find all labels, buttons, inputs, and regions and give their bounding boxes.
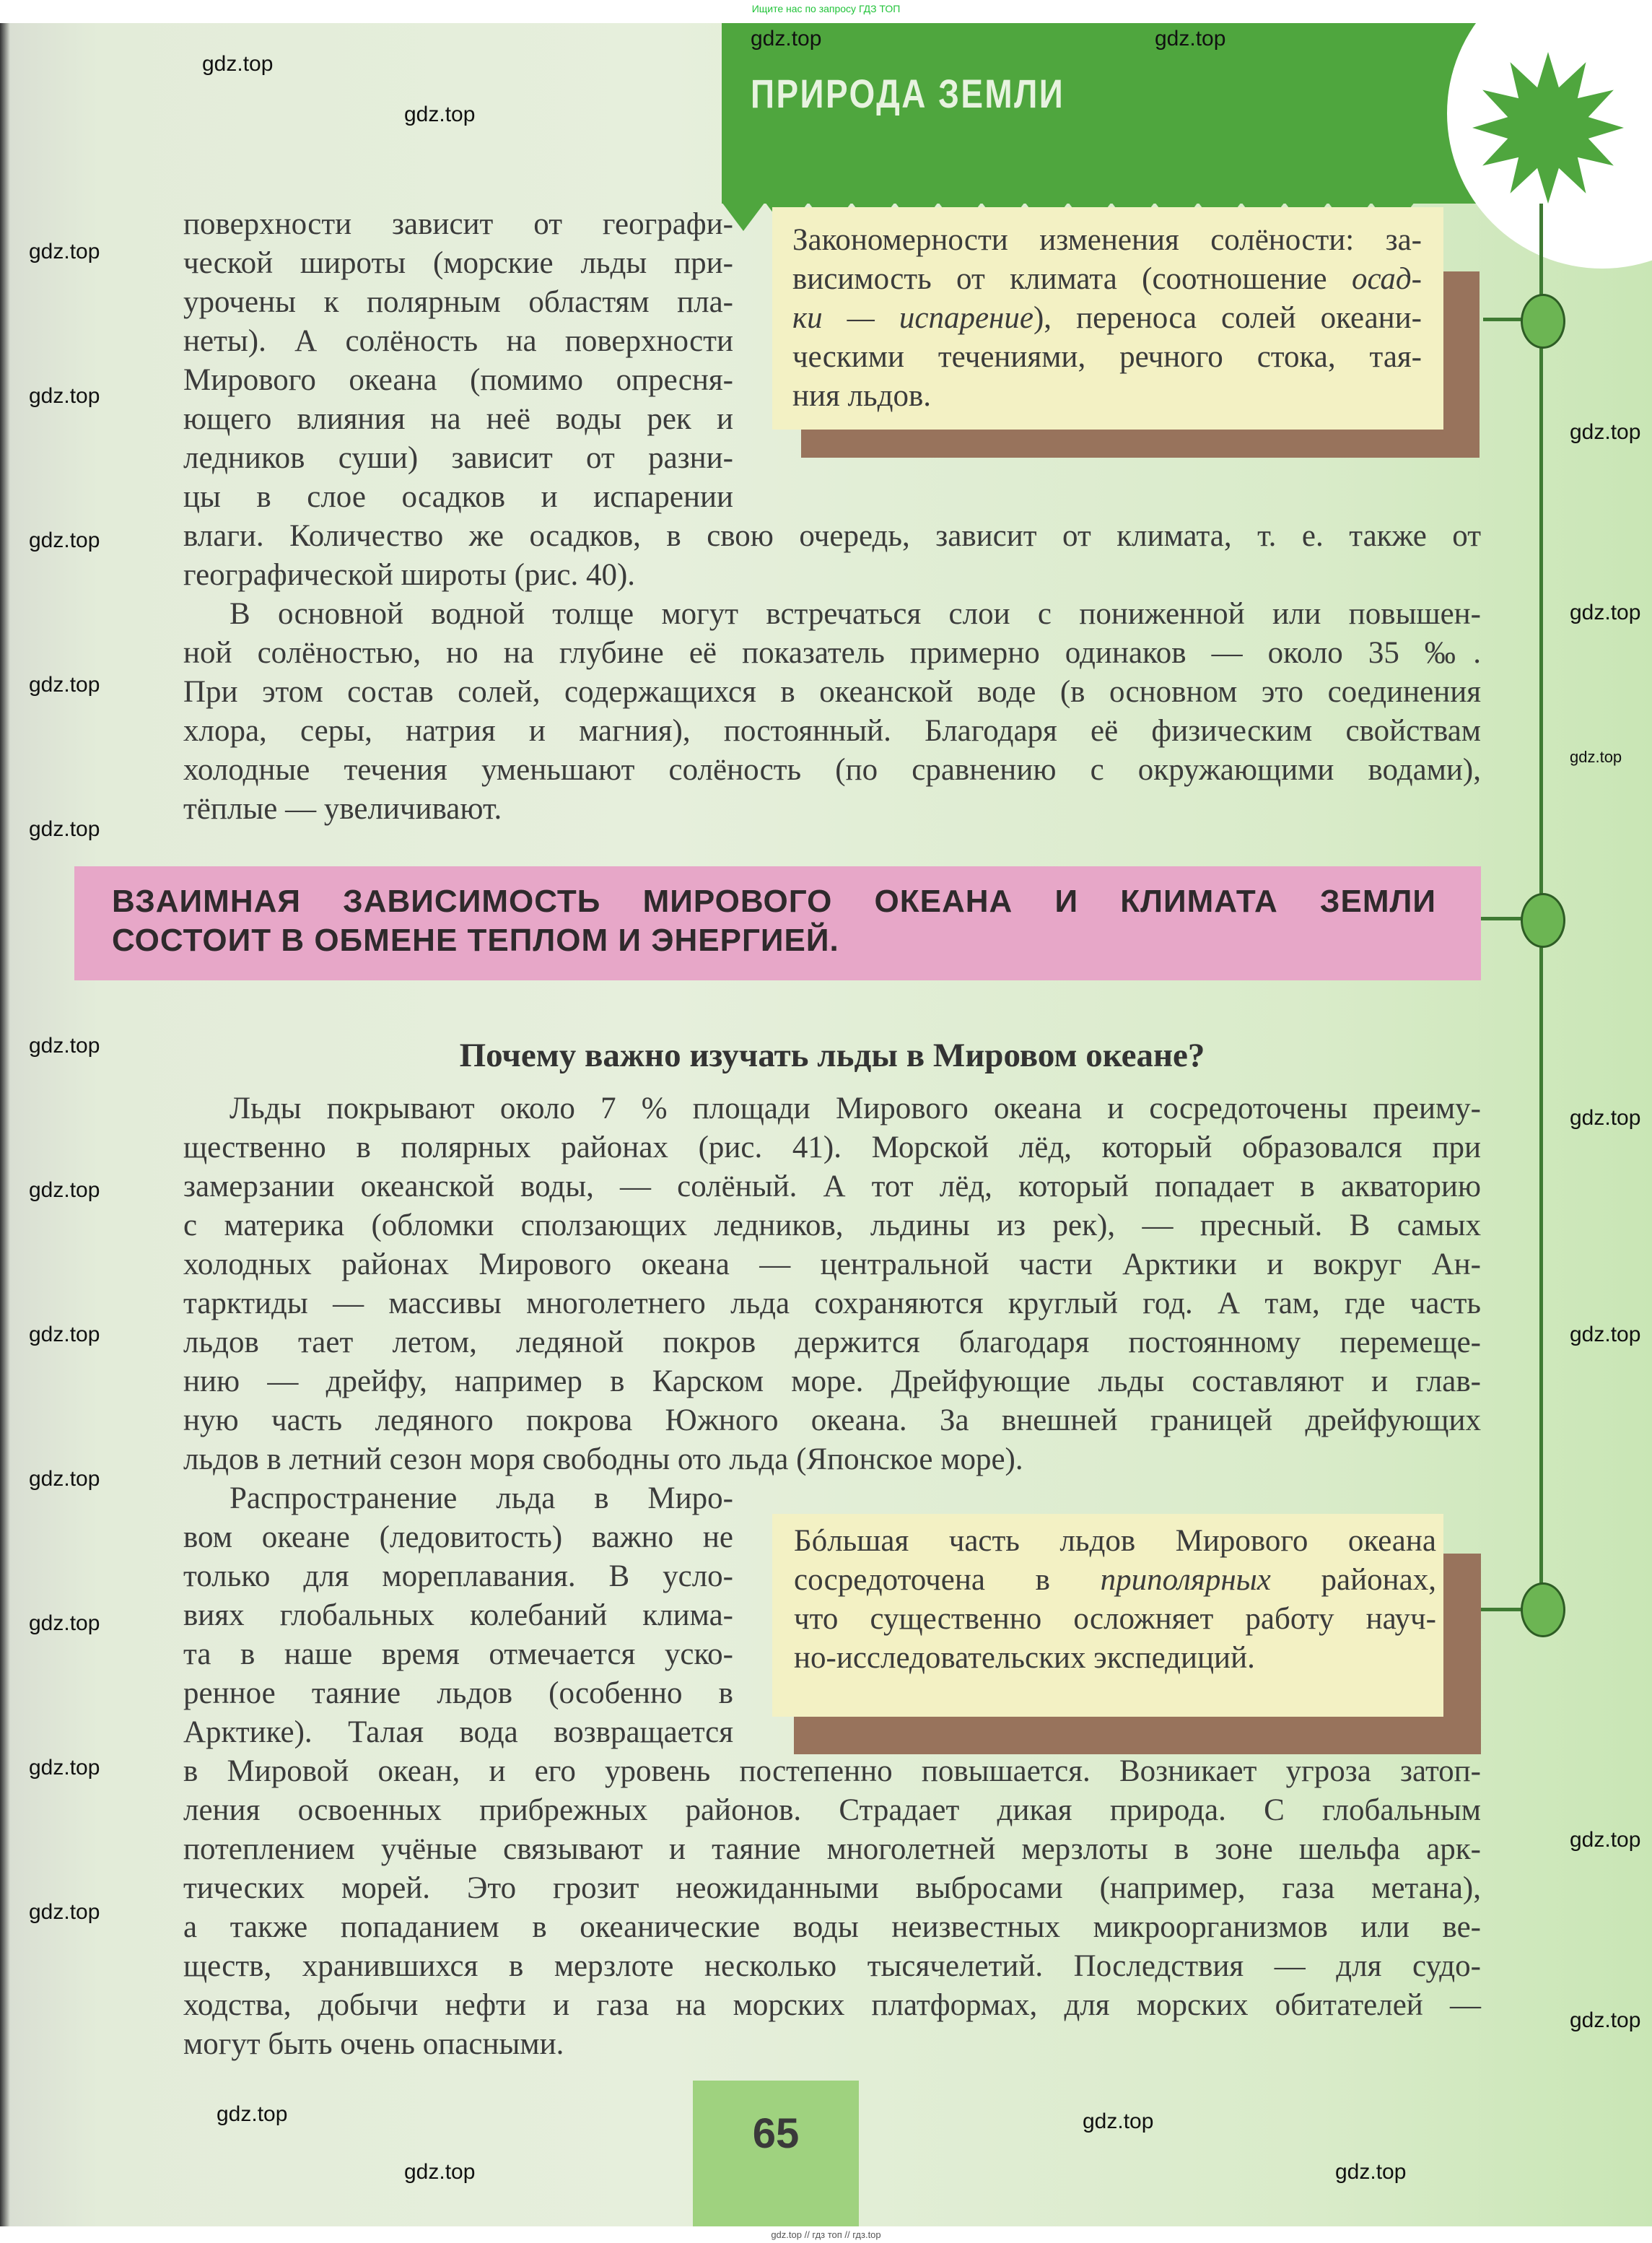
watermark-text: gdz.top [29, 1756, 100, 1780]
footer-note: gdz.top // гдз топ // гдз.top [771, 2229, 881, 2240]
watermark-text: gdz.top [1570, 1828, 1641, 1852]
text-line [792, 260, 1422, 299]
text-segment: сосредоточена в [794, 1563, 1101, 1597]
watermark-text: gdz.top [29, 673, 100, 697]
text-line: нию — дрейфу, например в Карском море. Дрейфующие льды составляют и глав- [183, 1364, 1481, 1398]
text-line: поверхности зависит от географи- [183, 207, 733, 241]
watermark-text: gdz.top [217, 2102, 288, 2126]
key-idea-text [112, 884, 1436, 962]
text-line: ческой широты (морские льды при- [183, 246, 733, 280]
text-segment: но-исследовательских экспедиций. [794, 1641, 1255, 1675]
text-line: тических морей. Это грозит неожиданными выбросами (например, газа метана), [183, 1871, 1481, 1905]
text-line: виях глобальных колебаний клима- [183, 1598, 733, 1632]
text-line [792, 299, 1422, 338]
text-line: ления освоенных прибрежных районов. Страдает дикая природа. С глобальным [183, 1793, 1481, 1827]
text-segment: Бóльшая часть льдов Мирового океана [794, 1524, 1436, 1558]
text-line [794, 1639, 1436, 1678]
star-icon [1472, 52, 1624, 204]
text-line: потеплением учёные связывают и таяние многолетней мерзлоты в зоне шельфа арк- [183, 1832, 1481, 1866]
watermark-text: gdz.top [404, 2160, 476, 2184]
watermark-text: gdz.top [29, 1900, 100, 1924]
text-segment: Закономерности изменения солёности: за- [792, 223, 1422, 257]
text-segment: районах, [1270, 1563, 1436, 1597]
text-line: неты). А солёность на поверхности [183, 324, 733, 358]
section-title: ПРИРОДА ЗЕМЛИ [751, 71, 1065, 116]
paragraph-salinity-column [183, 205, 733, 517]
text-line [792, 338, 1422, 377]
key-idea-banner [74, 866, 1481, 980]
text-line [794, 1600, 1436, 1639]
watermark-text: gdz.top [29, 1323, 100, 1346]
text-line: В основной водной толще могут встречаться слои с пониженной или повышен- [230, 597, 1481, 631]
top-search-note: Ищите нас по запросу ГДЗ ТОП [751, 3, 901, 14]
watermark-text: gdz.top [1335, 2160, 1407, 2184]
text-line [794, 1561, 1436, 1600]
text-segment: ), переноса солей океани- [1033, 301, 1422, 335]
text-line: вом океане (ледовитость) важно не [183, 1520, 733, 1554]
page-number: 65 [752, 2110, 800, 2157]
watermark-text: gdz.top [1570, 748, 1622, 766]
text-segment: что существенно осложняет работу науч- [794, 1602, 1436, 1636]
text-line: та в наше время отмечается уско- [183, 1637, 733, 1671]
text-line: холодных районах Мирового океана — центральной части Арктики и вокруг Ан- [183, 1247, 1481, 1281]
text-line: замерзании океанской воды, — солёный. А тот лёд, который попадает в акваторию [183, 1170, 1481, 1203]
paragraph-ice-spread-full [183, 1752, 1481, 2064]
text-line: ную часть ледяного покрова Южного океана. За внешней границей дрейфующих [183, 1403, 1481, 1437]
text-segment: ческими течениями, речного стока, тая- [792, 340, 1422, 374]
text-line: урочены к полярным областям пла- [183, 285, 733, 319]
watermark-text: gdz.top [1083, 2109, 1154, 2133]
watermark-text: gdz.top [1570, 1106, 1641, 1130]
watermark-text: gdz.top [29, 384, 100, 408]
text-line: с материка (обломки сползающих ледников, льдины из рек), — пресный. В самых [183, 1208, 1481, 1242]
watermark-text: gdz.top [1570, 420, 1641, 444]
watermark-text: gdz.top [29, 240, 100, 264]
italic-term: приполярных [1100, 1563, 1271, 1597]
text-segment: ния льдов. [792, 379, 932, 413]
watermark-text: gdz.top [29, 817, 100, 841]
watermark-text: gdz.top [29, 1467, 100, 1491]
watermark-text: gdz.top [29, 1034, 100, 1058]
paragraph-salinity-full [183, 517, 1481, 829]
text-line: ющего влияния на неё воды рек и [183, 402, 733, 436]
text-line: Льды покрывают около 7 % площади Мирового океана и сосредоточены преиму- [230, 1092, 1481, 1125]
text-line: хлора, серы, натрия и магния), постоянный. Благодаря её физическим свойствам [183, 714, 1481, 748]
paragraph-ice [183, 1089, 1481, 1479]
callout-text-salinity [792, 221, 1422, 416]
text-line: ходства, добычи нефти и газа на морских платформах, для морских обитателей — [183, 1988, 1481, 2022]
text-line: щественно в полярных районах (рис. 41). Морской лёд, который образовался при [183, 1131, 1481, 1164]
text-line: ществ, хранившихся в мерзлоте несколько тысячелетий. Последствия — для судо- [183, 1949, 1481, 1983]
italic-term: ки — испарение [792, 301, 1033, 335]
watermark-text: gdz.top [1570, 2008, 1641, 2032]
textbook-page [0, 23, 1652, 2226]
text-line: могут быть очень опасными. [183, 2027, 564, 2061]
text-line: ВЗАИМНАЯ ЗАВИСИМОСТЬ МИРОВОГО ОКЕАНА И КЛИМАТА ЗЕМЛИ [112, 884, 1436, 919]
watermark-text: gdz.top [1570, 1323, 1641, 1346]
callout-text-ice [794, 1522, 1436, 1678]
text-line: льдов тает летом, ледяной покров держится благодаря постоянному перемеще- [183, 1325, 1481, 1359]
watermark-text: gdz.top [404, 103, 476, 126]
section-heading: Почему важно изучать льды в Мировом океане? [459, 1037, 1205, 1074]
text-line: ной солёностью, но на глубине её показатель примерно одинаков — около 35 ‰. [183, 636, 1481, 670]
text-line: географической широты (рис. 40). [183, 558, 636, 592]
italic-term: осад- [1351, 262, 1422, 296]
text-line: а также попаданием в океанические воды неизвестных микроорганизмов или ве- [183, 1910, 1481, 1944]
text-line [794, 1522, 1436, 1561]
text-line: Мирового океана (помимо опресня- [183, 363, 733, 397]
text-line: ренное таяние льдов (особенно в [183, 1676, 733, 1710]
text-line: ледников суши) зависит от разни- [183, 441, 733, 475]
paragraph-ice-spread-column [183, 1479, 733, 1752]
text-line: льдов в летний сезон моря свободны ото льда (Японское море). [183, 1442, 1023, 1476]
text-line: Арктике). Талая вода возвращается [183, 1715, 733, 1749]
text-line: цы в слое осадков и испарении [183, 480, 733, 514]
timeline-dot [1521, 294, 1565, 349]
text-line [792, 221, 1422, 260]
timeline-dot [1521, 893, 1565, 948]
text-segment: висимость от климата (соотношение [792, 262, 1352, 296]
text-line [792, 377, 1422, 416]
watermark-text: gdz.top [29, 528, 100, 552]
timeline-dot [1521, 1582, 1565, 1637]
text-line: СОСТОИТ В ОБМЕНЕ ТЕПЛОМ И ЭНЕРГИЕЙ. [112, 923, 839, 958]
watermark-text: gdz.top [29, 1611, 100, 1635]
text-line: тёплые — увеличивают. [183, 792, 502, 826]
text-line: в Мировой океан, и его уровень постепенно повышается. Возникает угроза затоп- [183, 1754, 1481, 1788]
text-line: При этом состав солей, содержащихся в океанской воде (в основном это соединения [183, 675, 1481, 709]
text-line: холодные течения уменьшают солёность (по сравнению с окружающими водами), [183, 753, 1481, 787]
watermark-text: gdz.top [1570, 601, 1641, 624]
text-line: влаги. Количество же осадков, в свою очередь, зависит от климата, т. е. также от [183, 519, 1481, 553]
text-line: Распространение льда в Миро- [230, 1481, 733, 1515]
watermark-text: gdz.top [751, 27, 822, 51]
watermark-text: gdz.top [202, 52, 274, 76]
text-line: только для мореплавания. В усло- [183, 1559, 733, 1593]
text-line: тарктиды — массивы многолетнего льда сохраняются круглый год. А там, где часть [183, 1286, 1481, 1320]
watermark-text: gdz.top [1155, 27, 1226, 51]
watermark-text: gdz.top [29, 1178, 100, 1202]
